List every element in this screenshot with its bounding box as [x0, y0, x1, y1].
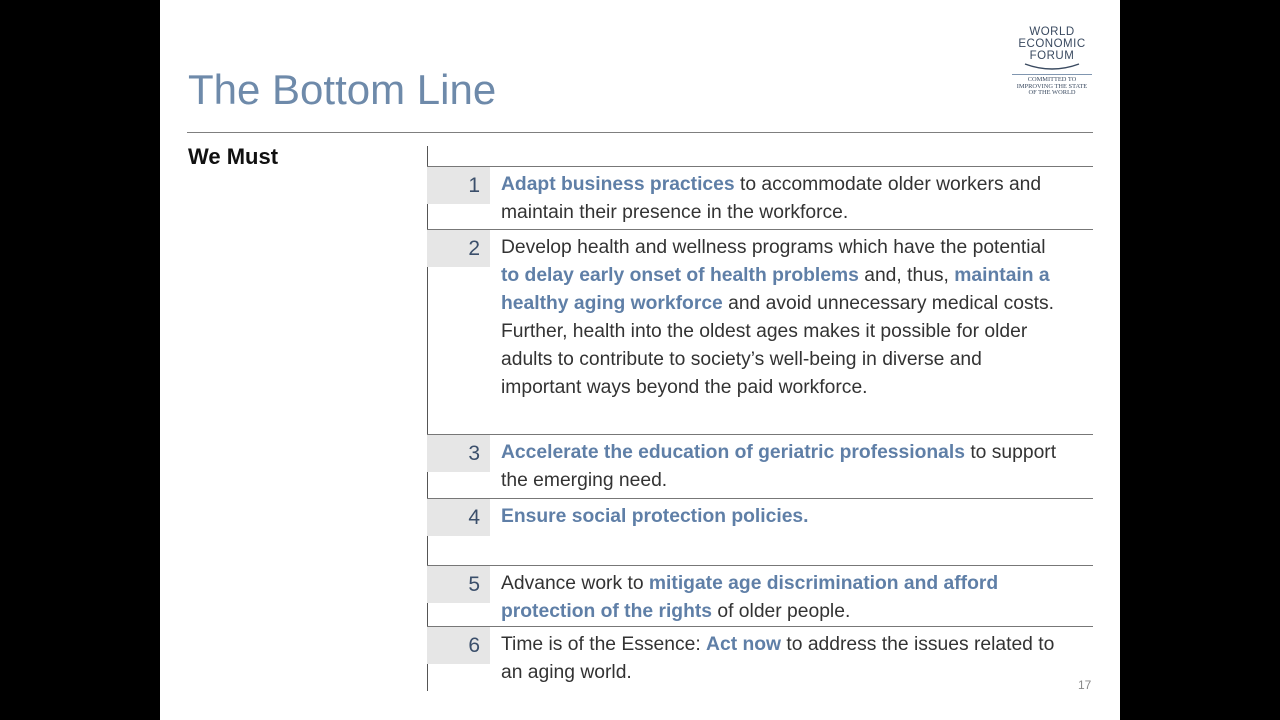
item-number: 2 — [427, 230, 490, 267]
item-text — [501, 631, 1061, 687]
highlighted-phrase: to delay early onset of health problems — [501, 265, 859, 286]
page-number: 17 — [1078, 678, 1092, 692]
list-item — [427, 627, 1093, 691]
logo-line-1: WORLD — [1029, 26, 1075, 38]
text-run: to support the emerging need. — [501, 442, 1057, 491]
highlighted-phrase: Adapt business practices — [501, 174, 735, 195]
logo-tagline-3: OF THE WORLD — [1028, 89, 1076, 96]
slide-title: The Bottom Line — [188, 66, 497, 113]
logo-tagline-1: COMMITTED TO — [1027, 76, 1077, 83]
text-run: Develop health and wellness programs which have the potential — [501, 237, 1046, 258]
highlighted-phrase: Accelerate the education of geriatric professionals — [501, 442, 965, 463]
highlighted-phrase: Ensure social protection policies. — [501, 506, 809, 527]
text-run: and, thus, — [858, 265, 955, 286]
item-number: 5 — [427, 566, 490, 603]
list-item — [427, 167, 1093, 230]
logo-line-2: ECONOMIC — [1018, 38, 1086, 50]
highlighted-phrase: Act now — [706, 634, 782, 655]
list-item — [427, 566, 1093, 627]
logo-tagline-2: IMPROVING THE STATE — [1016, 82, 1088, 90]
item-text — [501, 171, 1061, 227]
text-run: and avoid unnecessary medical costs. Further, health into the oldest ages makes it possible for older adults to contribute to society’s well-being in diverse and important ways beyond the paid workforce. — [501, 293, 1054, 398]
highlighted-phrase: maintain a healthy aging workforce — [501, 265, 1050, 314]
logo-arc-icon — [1017, 62, 1087, 72]
item-text — [501, 234, 1061, 402]
item-text — [501, 439, 1061, 495]
text-run: to accommodate older workers and maintain their presence in the workforce. — [501, 174, 1042, 223]
section-heading: We Must — [188, 144, 279, 169]
text-run: Advance work to — [501, 573, 649, 594]
title-divider — [187, 132, 1093, 133]
list-item — [427, 499, 1093, 566]
item-number: 4 — [427, 499, 490, 536]
text-run: to address the issues related to an aging world. — [501, 634, 1055, 683]
slide — [160, 0, 1120, 720]
list-item — [427, 435, 1093, 499]
item-text — [501, 570, 1061, 626]
logo-tagline — [1012, 74, 1092, 97]
item-number: 3 — [427, 435, 490, 472]
highlighted-phrase: mitigate age discrimination and afford protection of the rights — [501, 573, 999, 622]
item-number: 1 — [427, 167, 490, 204]
text-run: of older people. — [712, 601, 851, 622]
world-economic-forum-logo — [1006, 26, 1098, 110]
logo-line-3: FORUM — [1029, 50, 1075, 62]
text-run: Time is of the Essence: — [501, 634, 707, 655]
list-item — [427, 230, 1093, 435]
item-text — [501, 503, 1061, 531]
item-number: 6 — [427, 627, 490, 664]
